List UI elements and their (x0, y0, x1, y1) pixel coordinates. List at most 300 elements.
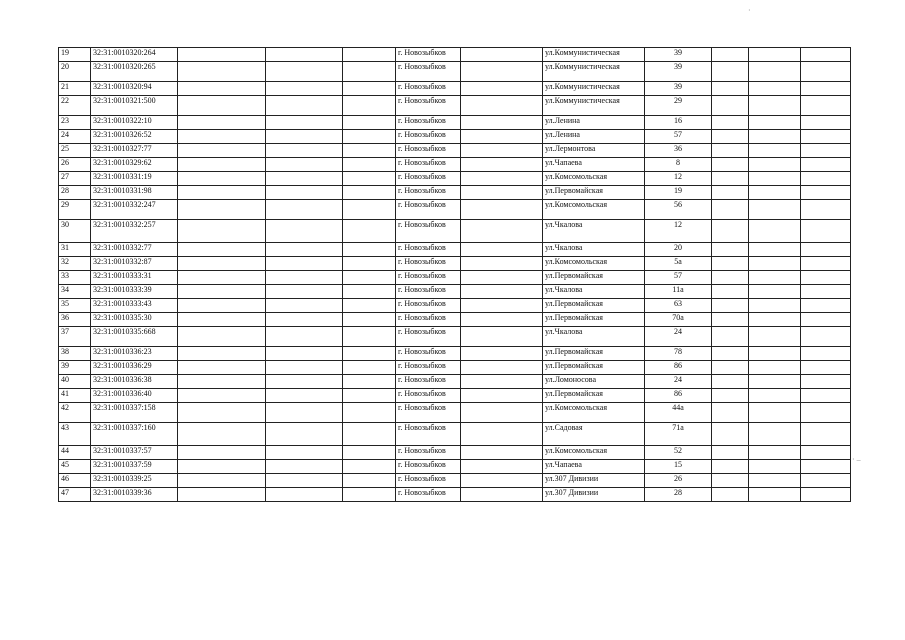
empty-cell (712, 116, 749, 130)
empty-cell (749, 299, 801, 313)
street-cell: ул.Коммунистическая (543, 96, 645, 116)
empty-cell (266, 403, 343, 423)
empty-cell (461, 220, 543, 243)
empty-cell (801, 116, 851, 130)
table-row (59, 48, 851, 62)
registry-sheet (58, 47, 850, 502)
row-number: 39 (59, 361, 91, 375)
street-cell: ул.Чкалова (543, 285, 645, 299)
table-row (59, 186, 851, 200)
house-number: 44а (645, 403, 712, 423)
street-cell: ул.Лермонтова (543, 144, 645, 158)
empty-cell (178, 96, 266, 116)
table-row (59, 375, 851, 389)
row-number: 20 (59, 62, 91, 82)
empty-cell (461, 158, 543, 172)
empty-cell (749, 96, 801, 116)
city-cell: г. Новозыбков (396, 313, 461, 327)
cadastral-number: 32:31:0010332:77 (91, 243, 178, 257)
empty-cell (178, 327, 266, 347)
city-cell: г. Новозыбков (396, 62, 461, 82)
empty-cell (749, 389, 801, 403)
table-row (59, 116, 851, 130)
street-cell: ул.Комсомольская (543, 172, 645, 186)
empty-cell (266, 144, 343, 158)
empty-cell (801, 200, 851, 220)
street-cell: ул.Ленина (543, 116, 645, 130)
house-number: 56 (645, 200, 712, 220)
empty-cell (801, 48, 851, 62)
empty-cell (461, 347, 543, 361)
house-number: 19 (645, 186, 712, 200)
empty-cell (749, 243, 801, 257)
empty-cell (461, 375, 543, 389)
empty-cell (343, 82, 396, 96)
empty-cell (801, 446, 851, 460)
empty-cell (178, 347, 266, 361)
empty-cell (712, 460, 749, 474)
empty-cell (461, 96, 543, 116)
empty-cell (343, 243, 396, 257)
empty-cell (749, 144, 801, 158)
house-number: 57 (645, 271, 712, 285)
empty-cell (343, 299, 396, 313)
cadastral-number: 32:31:0010332:87 (91, 257, 178, 271)
street-cell: ул.Первомайская (543, 186, 645, 200)
table-row (59, 220, 851, 243)
cadastral-number: 32:31:0010337:59 (91, 460, 178, 474)
row-number: 31 (59, 243, 91, 257)
empty-cell (801, 389, 851, 403)
cadastral-number: 32:31:0010333:43 (91, 299, 178, 313)
table-row (59, 257, 851, 271)
cadastral-number: 32:31:0010326:52 (91, 130, 178, 144)
house-number: 11а (645, 285, 712, 299)
empty-cell (712, 62, 749, 82)
empty-cell (343, 62, 396, 82)
table-row (59, 446, 851, 460)
empty-cell (266, 62, 343, 82)
city-cell: г. Новозыбков (396, 144, 461, 158)
empty-cell (343, 116, 396, 130)
empty-cell (266, 313, 343, 327)
row-number: 33 (59, 271, 91, 285)
table-row (59, 172, 851, 186)
street-cell: ул.Чкалова (543, 243, 645, 257)
city-cell: г. Новозыбков (396, 389, 461, 403)
empty-cell (343, 257, 396, 271)
table-row (59, 200, 851, 220)
row-number: 42 (59, 403, 91, 423)
empty-cell (178, 271, 266, 285)
empty-cell (266, 347, 343, 361)
empty-cell (178, 172, 266, 186)
table-row (59, 423, 851, 446)
cadastral-number: 32:31:0010331:98 (91, 186, 178, 200)
empty-cell (178, 130, 266, 144)
empty-cell (712, 389, 749, 403)
land-plots-table (58, 47, 851, 502)
city-cell: г. Новозыбков (396, 327, 461, 347)
empty-cell (178, 299, 266, 313)
scan-speck: · – (852, 455, 861, 464)
row-number: 43 (59, 423, 91, 446)
empty-cell (801, 327, 851, 347)
cadastral-number: 32:31:0010339:25 (91, 474, 178, 488)
empty-cell (712, 82, 749, 96)
table-body (59, 48, 851, 502)
empty-cell (712, 257, 749, 271)
table-row (59, 96, 851, 116)
empty-cell (266, 285, 343, 299)
empty-cell (801, 285, 851, 299)
empty-cell (343, 403, 396, 423)
empty-cell (461, 82, 543, 96)
cadastral-number: 32:31:0010336:40 (91, 389, 178, 403)
empty-cell (749, 460, 801, 474)
empty-cell (461, 389, 543, 403)
empty-cell (801, 460, 851, 474)
city-cell: г. Новозыбков (396, 257, 461, 271)
table-row (59, 158, 851, 172)
table-row (59, 144, 851, 158)
empty-cell (749, 62, 801, 82)
empty-cell (343, 271, 396, 285)
row-number: 30 (59, 220, 91, 243)
house-number: 26 (645, 474, 712, 488)
empty-cell (343, 375, 396, 389)
empty-cell (801, 474, 851, 488)
street-cell: ул.Чапаева (543, 460, 645, 474)
empty-cell (801, 403, 851, 423)
empty-cell (266, 446, 343, 460)
empty-cell (749, 200, 801, 220)
empty-cell (343, 48, 396, 62)
cadastral-number: 32:31:0010332:247 (91, 200, 178, 220)
city-cell: г. Новозыбков (396, 474, 461, 488)
empty-cell (749, 423, 801, 446)
empty-cell (178, 48, 266, 62)
cadastral-number: 32:31:0010332:257 (91, 220, 178, 243)
empty-cell (749, 474, 801, 488)
row-number: 24 (59, 130, 91, 144)
row-number: 47 (59, 488, 91, 502)
house-number: 20 (645, 243, 712, 257)
row-number: 45 (59, 460, 91, 474)
house-number: 15 (645, 460, 712, 474)
empty-cell (343, 389, 396, 403)
house-number: 86 (645, 361, 712, 375)
empty-cell (749, 285, 801, 299)
table-row (59, 474, 851, 488)
empty-cell (712, 48, 749, 62)
row-number: 44 (59, 446, 91, 460)
empty-cell (343, 446, 396, 460)
empty-cell (266, 243, 343, 257)
row-number: 22 (59, 96, 91, 116)
row-number: 28 (59, 186, 91, 200)
empty-cell (178, 144, 266, 158)
empty-cell (712, 347, 749, 361)
house-number: 28 (645, 488, 712, 502)
empty-cell (712, 313, 749, 327)
empty-cell (461, 446, 543, 460)
empty-cell (266, 158, 343, 172)
empty-cell (178, 186, 266, 200)
table-row (59, 313, 851, 327)
empty-cell (712, 200, 749, 220)
house-number: 78 (645, 347, 712, 361)
cadastral-number: 32:31:0010321:500 (91, 96, 178, 116)
row-number: 29 (59, 200, 91, 220)
empty-cell (712, 172, 749, 186)
row-number: 46 (59, 474, 91, 488)
city-cell: г. Новозыбков (396, 285, 461, 299)
empty-cell (178, 116, 266, 130)
cadastral-number: 32:31:0010331:19 (91, 172, 178, 186)
city-cell: г. Новозыбков (396, 186, 461, 200)
empty-cell (712, 446, 749, 460)
table-row (59, 361, 851, 375)
empty-cell (266, 460, 343, 474)
empty-cell (178, 82, 266, 96)
house-number: 16 (645, 116, 712, 130)
city-cell: г. Новозыбков (396, 299, 461, 313)
table-row (59, 62, 851, 82)
empty-cell (178, 389, 266, 403)
empty-cell (461, 474, 543, 488)
empty-cell (178, 460, 266, 474)
row-number: 38 (59, 347, 91, 361)
empty-cell (801, 347, 851, 361)
empty-cell (801, 375, 851, 389)
table-row (59, 327, 851, 347)
empty-cell (343, 313, 396, 327)
empty-cell (712, 271, 749, 285)
empty-cell (178, 488, 266, 502)
house-number: 29 (645, 96, 712, 116)
empty-cell (461, 130, 543, 144)
empty-cell (801, 82, 851, 96)
city-cell: г. Новозыбков (396, 172, 461, 186)
empty-cell (749, 403, 801, 423)
empty-cell (266, 82, 343, 96)
house-number: 36 (645, 144, 712, 158)
cadastral-number: 32:31:0010335:668 (91, 327, 178, 347)
house-number: 86 (645, 389, 712, 403)
empty-cell (178, 423, 266, 446)
empty-cell (801, 257, 851, 271)
empty-cell (712, 220, 749, 243)
cadastral-number: 32:31:0010336:29 (91, 361, 178, 375)
empty-cell (178, 474, 266, 488)
empty-cell (801, 423, 851, 446)
empty-cell (712, 375, 749, 389)
street-cell: ул.Первомайская (543, 389, 645, 403)
empty-cell (461, 423, 543, 446)
empty-cell (749, 271, 801, 285)
house-number: 24 (645, 327, 712, 347)
house-number: 57 (645, 130, 712, 144)
empty-cell (266, 375, 343, 389)
empty-cell (801, 144, 851, 158)
empty-cell (266, 130, 343, 144)
empty-cell (801, 186, 851, 200)
table-row (59, 285, 851, 299)
city-cell: г. Новозыбков (396, 423, 461, 446)
empty-cell (801, 96, 851, 116)
empty-cell (178, 375, 266, 389)
row-number: 36 (59, 313, 91, 327)
empty-cell (749, 488, 801, 502)
street-cell: ул.Чкалова (543, 327, 645, 347)
empty-cell (749, 172, 801, 186)
street-cell: ул.Первомайская (543, 361, 645, 375)
empty-cell (266, 488, 343, 502)
empty-cell (461, 299, 543, 313)
empty-cell (461, 313, 543, 327)
row-number: 27 (59, 172, 91, 186)
row-number: 26 (59, 158, 91, 172)
empty-cell (712, 299, 749, 313)
empty-cell (801, 271, 851, 285)
table-row (59, 488, 851, 502)
empty-cell (749, 327, 801, 347)
empty-cell (266, 220, 343, 243)
empty-cell (712, 423, 749, 446)
house-number: 63 (645, 299, 712, 313)
empty-cell (749, 220, 801, 243)
empty-cell (343, 172, 396, 186)
house-number: 24 (645, 375, 712, 389)
row-number: 32 (59, 257, 91, 271)
street-cell: ул.Коммунистическая (543, 48, 645, 62)
empty-cell (712, 327, 749, 347)
cadastral-number: 32:31:0010327:77 (91, 144, 178, 158)
city-cell: г. Новозыбков (396, 375, 461, 389)
empty-cell (461, 200, 543, 220)
table-row (59, 82, 851, 96)
row-number: 40 (59, 375, 91, 389)
empty-cell (749, 158, 801, 172)
row-number: 21 (59, 82, 91, 96)
empty-cell (461, 116, 543, 130)
street-cell: ул.Чапаева (543, 158, 645, 172)
empty-cell (461, 172, 543, 186)
empty-cell (343, 96, 396, 116)
city-cell: г. Новозыбков (396, 48, 461, 62)
street-cell: ул.Комсомольская (543, 403, 645, 423)
empty-cell (343, 220, 396, 243)
cadastral-number: 32:31:0010320:94 (91, 82, 178, 96)
street-cell: ул.Первомайская (543, 313, 645, 327)
city-cell: г. Новозыбков (396, 446, 461, 460)
city-cell: г. Новозыбков (396, 200, 461, 220)
street-cell: ул.Первомайская (543, 347, 645, 361)
row-number: 23 (59, 116, 91, 130)
empty-cell (266, 327, 343, 347)
empty-cell (461, 62, 543, 82)
empty-cell (712, 158, 749, 172)
cadastral-number: 32:31:0010320:264 (91, 48, 178, 62)
empty-cell (343, 186, 396, 200)
city-cell: г. Новозыбков (396, 158, 461, 172)
empty-cell (712, 474, 749, 488)
empty-cell (801, 130, 851, 144)
empty-cell (461, 271, 543, 285)
empty-cell (461, 186, 543, 200)
row-number: 37 (59, 327, 91, 347)
empty-cell (461, 361, 543, 375)
street-cell: ул.307 Дивизии (543, 474, 645, 488)
empty-cell (712, 96, 749, 116)
empty-cell (266, 423, 343, 446)
city-cell: г. Новозыбков (396, 271, 461, 285)
table-row (59, 403, 851, 423)
empty-cell (178, 285, 266, 299)
empty-cell (266, 48, 343, 62)
table-row (59, 347, 851, 361)
empty-cell (801, 361, 851, 375)
empty-cell (178, 62, 266, 82)
street-cell: ул.Комсомольская (543, 446, 645, 460)
house-number: 12 (645, 220, 712, 243)
empty-cell (343, 158, 396, 172)
street-cell: ул.Коммунистическая (543, 62, 645, 82)
table-row (59, 271, 851, 285)
table-row (59, 299, 851, 313)
house-number: 71а (645, 423, 712, 446)
empty-cell (266, 474, 343, 488)
empty-cell (801, 220, 851, 243)
row-number: 35 (59, 299, 91, 313)
empty-cell (178, 403, 266, 423)
row-number: 25 (59, 144, 91, 158)
empty-cell (749, 186, 801, 200)
city-cell: г. Новозыбков (396, 460, 461, 474)
empty-cell (461, 243, 543, 257)
row-number: 34 (59, 285, 91, 299)
city-cell: г. Новозыбков (396, 361, 461, 375)
street-cell: ул.Коммунистическая (543, 82, 645, 96)
empty-cell (749, 257, 801, 271)
house-number: 70а (645, 313, 712, 327)
street-cell: ул.307 Дивизии (543, 488, 645, 502)
cadastral-number: 32:31:0010333:31 (91, 271, 178, 285)
city-cell: г. Новозыбков (396, 347, 461, 361)
city-cell: г. Новозыбков (396, 82, 461, 96)
empty-cell (343, 474, 396, 488)
empty-cell (749, 130, 801, 144)
empty-cell (801, 172, 851, 186)
empty-cell (343, 327, 396, 347)
empty-cell (178, 220, 266, 243)
street-cell: ул.Комсомольская (543, 257, 645, 271)
table-row (59, 460, 851, 474)
cadastral-number: 32:31:0010322:10 (91, 116, 178, 130)
cadastral-number: 32:31:0010335:30 (91, 313, 178, 327)
empty-cell (749, 48, 801, 62)
empty-cell (749, 375, 801, 389)
city-cell: г. Новозыбков (396, 130, 461, 144)
empty-cell (266, 257, 343, 271)
empty-cell (178, 200, 266, 220)
empty-cell (461, 327, 543, 347)
empty-cell (266, 96, 343, 116)
empty-cell (343, 144, 396, 158)
cadastral-number: 32:31:0010337:57 (91, 446, 178, 460)
street-cell: ул.Комсомольская (543, 200, 645, 220)
